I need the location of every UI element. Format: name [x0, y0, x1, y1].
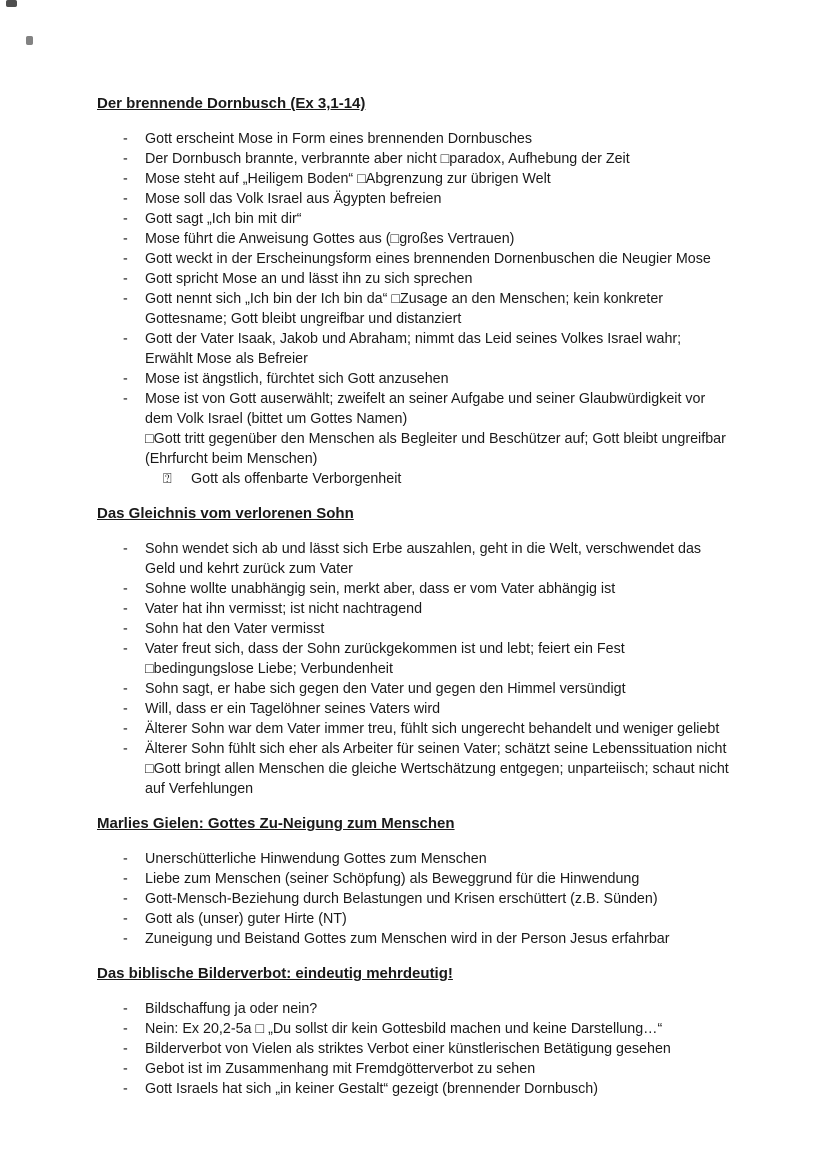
- list-item: [97, 1059, 731, 1079]
- list-item-text: Gott nennt sich „Ich bin der Ich bin da“ □Zusage an den Menschen; kein konkreter Gottesname; Gott bleibt ungreifbar und distanziert: [145, 291, 664, 327]
- list-item: [97, 999, 731, 1019]
- bullet-marker: -: [123, 151, 128, 167]
- list-item-text: Gott sagt „Ich bin mit dir“: [145, 211, 302, 227]
- list-item: [97, 429, 731, 469]
- list-item: [97, 149, 731, 169]
- list-item-text: Älterer Sohn war dem Vater immer treu, fühlt sich ungerecht behandelt und weniger geliebt: [145, 721, 720, 737]
- list-item-text: Vater hat ihn vermisst; ist nicht nachtragend: [145, 601, 423, 617]
- section-heading: Marlies Gielen: Gottes Zu-Neigung zum Menschen: [97, 815, 455, 832]
- list-item: [97, 1019, 731, 1039]
- list-item-text: Liebe zum Menschen (seiner Schöpfung) als Beweggrund für die Hinwendung: [145, 871, 640, 887]
- list-item-text: Sohn sagt, er habe sich gegen den Vater und gegen den Himmel versündigt: [145, 681, 626, 697]
- section-2: [97, 814, 731, 949]
- list-item: [97, 889, 731, 909]
- bullet-marker: -: [123, 391, 128, 407]
- list-item: [97, 759, 731, 799]
- list-item-text: Bildschaffung ja oder nein?: [145, 1001, 318, 1017]
- list-item: [97, 619, 731, 639]
- list-item-text: Unerschütterliche Hinwendung Gottes zum Menschen: [145, 851, 487, 867]
- list-item-text: Mose führt die Anweisung Gottes aus (□großes Vertrauen): [145, 231, 515, 247]
- bullet-marker: -: [123, 1061, 128, 1077]
- section-0: [97, 94, 731, 489]
- list-item-text: Nein: Ex 20,2-5a □ „Du sollst dir kein Gottesbild machen und keine Darstellung…“: [145, 1021, 663, 1037]
- list-item: [97, 699, 731, 719]
- bullet-marker: -: [123, 621, 128, 637]
- list-item-text: Mose ist ängstlich, fürchtet sich Gott anzusehen: [145, 371, 449, 387]
- bullet-marker: -: [123, 231, 128, 247]
- bullet-marker: -: [123, 171, 128, 187]
- list-item-text: Sohn hat den Vater vermisst: [145, 621, 325, 637]
- list-item: [97, 209, 731, 229]
- bullet-marker: -: [123, 131, 128, 147]
- bullet-marker: -: [123, 1081, 128, 1097]
- list-item: [97, 329, 731, 369]
- scan-artifact-top: [6, 0, 17, 7]
- bullet-marker: -: [123, 191, 128, 207]
- bullet-marker: -: [123, 891, 128, 907]
- list-item: [97, 129, 731, 149]
- bullet-marker: -: [123, 681, 128, 697]
- list-item: [97, 739, 731, 759]
- document-content: [97, 94, 731, 1099]
- bullet-marker: -: [123, 911, 128, 927]
- bullet-list: [97, 999, 731, 1099]
- bullet-marker: -: [123, 601, 128, 617]
- scan-artifact-corner: [26, 36, 33, 45]
- bullet-marker: -: [123, 271, 128, 287]
- list-item: [97, 579, 731, 599]
- list-item: [97, 169, 731, 189]
- bullet-marker: -: [123, 291, 128, 307]
- list-item-text: Sohne wollte unabhängig sein, merkt aber, dass er vom Vater abhängig ist: [145, 581, 616, 597]
- list-item: [97, 929, 731, 949]
- bullet-marker: -: [123, 851, 128, 867]
- list-item: [97, 849, 731, 869]
- list-item: [97, 189, 731, 209]
- list-item: [97, 289, 731, 329]
- list-item: [97, 229, 731, 249]
- bullet-marker: -: [123, 721, 128, 737]
- bullet-marker: -: [123, 1001, 128, 1017]
- bullet-marker: -: [123, 371, 128, 387]
- bullet-marker: -: [123, 251, 128, 267]
- list-item: [97, 719, 731, 739]
- bullet-list: [97, 129, 731, 489]
- list-item-text: Gott als (unser) guter Hirte (NT): [145, 911, 347, 927]
- bullet-marker: -: [123, 1021, 128, 1037]
- section-3: [97, 964, 731, 1099]
- section-heading: Der brennende Dornbusch (Ex 3,1-14): [97, 95, 366, 112]
- list-item-text: Gott weckt in der Erscheinungsform eines brennenden Dornenbuschen die Neugier Mose: [145, 251, 711, 267]
- list-item: [97, 539, 731, 579]
- list-item: [97, 389, 731, 429]
- list-item: [97, 679, 731, 699]
- list-item-text: Gott der Vater Isaak, Jakob und Abraham; nimmt das Leid seines Volkes Israel wahr; Erwählt Mose als Befreier: [145, 331, 682, 367]
- list-item: [97, 599, 731, 619]
- list-item: [97, 1039, 731, 1059]
- list-item-text: Vater freut sich, dass der Sohn zurückgekommen ist und lebt; feiert ein Fest □bedingungslose Liebe; Verbundenheit: [145, 641, 625, 677]
- bullet-marker: -: [123, 541, 128, 557]
- list-item-text: Der Dornbusch brannte, verbrannte aber nicht □paradox, Aufhebung der Zeit: [145, 151, 630, 167]
- list-item: [97, 249, 731, 269]
- list-item-text: Gott als offenbarte Verborgenheit: [191, 471, 402, 487]
- list-item-text: Gott spricht Mose an und lässt ihn zu sich sprechen: [145, 271, 473, 287]
- list-item-text: Zuneigung und Beistand Gottes zum Menschen wird in der Person Jesus erfahrbar: [145, 931, 670, 947]
- section-heading: Das Gleichnis vom verlorenen Sohn: [97, 505, 354, 522]
- list-item-text: Sohn wendet sich ab und lässt sich Erbe auszahlen, geht in die Welt, verschwendet das Geld und kehrt zurück zum Vater: [145, 541, 702, 577]
- list-item: [97, 639, 731, 679]
- section-1: [97, 504, 731, 799]
- list-item-text: Mose ist von Gott auserwählt; zweifelt an seiner Aufgabe und seiner Glaubwürdigkeit vor dem Volk Israel (bittet um Gottes Namen): [145, 391, 706, 427]
- list-item-text: Gebot ist im Zusammenhang mit Fremdgötterverbot zu sehen: [145, 1061, 536, 1077]
- list-item: [97, 469, 731, 489]
- bullet-marker: -: [123, 211, 128, 227]
- bullet-marker: -: [123, 1041, 128, 1057]
- bullet-list: [97, 849, 731, 949]
- bullet-marker: -: [123, 871, 128, 887]
- list-item-text: Mose steht auf „Heiligem Boden“ □Abgrenzung zur übrigen Welt: [145, 171, 551, 187]
- bullet-marker: -: [123, 331, 128, 347]
- arrow-marker: ⍰: [163, 471, 172, 487]
- list-item: [97, 869, 731, 889]
- list-item-text: Gott erscheint Mose in Form eines brennenden Dornbusches: [145, 131, 533, 147]
- list-item-text: Älterer Sohn fühlt sich eher als Arbeiter für seinen Vater; schätzt seine Lebenssituation nicht: [145, 741, 727, 757]
- list-item-text: Bilderverbot von Vielen als striktes Verbot einer künstlerischen Betätigung gesehen: [145, 1041, 671, 1057]
- list-item-text: Mose soll das Volk Israel aus Ägypten befreien: [145, 191, 442, 207]
- list-item-text: Gott-Mensch-Beziehung durch Belastungen und Krisen erschüttert (z.B. Sünden): [145, 891, 658, 907]
- bullet-marker: -: [123, 701, 128, 717]
- list-item-text: □Gott tritt gegenüber den Menschen als Begleiter und Beschützer auf; Gott bleibt ungreifbar (Ehrfurcht beim Menschen): [145, 431, 726, 467]
- list-item: [97, 269, 731, 289]
- list-item-text: Will, dass er ein Tagelöhner seines Vaters wird: [145, 701, 441, 717]
- bullet-marker: -: [123, 931, 128, 947]
- bullet-list: [97, 539, 731, 799]
- section-heading: Das biblische Bilderverbot: eindeutig mehrdeutig!: [97, 965, 453, 982]
- bullet-marker: -: [123, 641, 128, 657]
- bullet-marker: -: [123, 581, 128, 597]
- bullet-marker: -: [123, 741, 128, 757]
- list-item-text: Gott Israels hat sich „in keiner Gestalt“ gezeigt (brennender Dornbusch): [145, 1081, 598, 1097]
- list-item: [97, 369, 731, 389]
- list-item: [97, 909, 731, 929]
- list-item: [97, 1079, 731, 1099]
- list-item-text: □Gott bringt allen Menschen die gleiche Wertschätzung entgegen; unparteiisch; schaut nicht auf Verfehlungen: [145, 761, 729, 797]
